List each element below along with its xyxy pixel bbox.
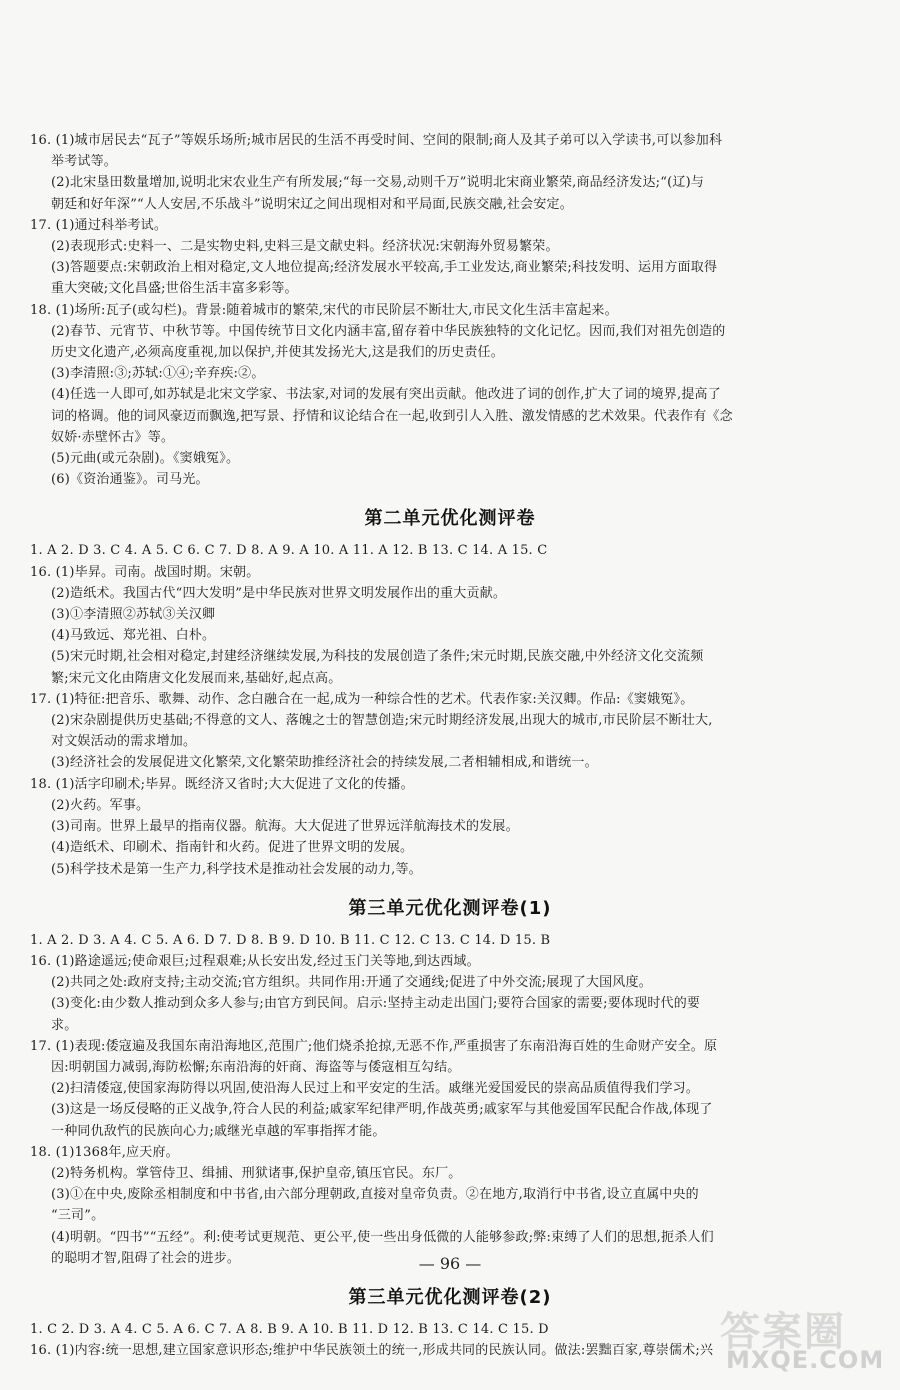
answer-line: (3)①李清照②苏轼③关汉卿 <box>51 607 216 623</box>
answer-line: 18. (1)1368年,应天府。 <box>30 1144 179 1160</box>
answer-line: “三司”。 <box>51 1208 105 1224</box>
answer-line: 17. (1)通过科举考试。 <box>30 217 168 233</box>
answer-line: 17. (1)特征:把音乐、歌舞、动作、念白融合在一起,成为一种综合性的艺术。代表作家:关汉卿。作品:《窦娥冤》。 <box>30 691 694 707</box>
answer-line: (3)变化:由少数人推动到众多人参与;由官方到民间。启示:坚持主动走出国门;要符合国家的需要;要体现时代的要 <box>51 996 701 1012</box>
answer-line: (3)①在中央,废除丞相制度和中书省,由六部分理朝政,直接对皇帝负责。②在地方,取消行中书省,设立直属中央的 <box>51 1187 699 1203</box>
answer-line: 16. (1)毕昇。司南。战国时期。宋朝。 <box>30 564 260 580</box>
section-title-unit3-2: 第三单元优化测评卷(2) <box>348 1286 552 1308</box>
answer-line: (2)春节、元宵节、中秋节等。中国传统节日文化内涵丰富,留存着中华民族独特的文化记忆。因而,我们对祖先创造的 <box>51 323 726 339</box>
answer-line: (3)这是一场反侵略的正义战争,符合人民的利益;戚家军纪律严明,作战英勇;戚家军与其他爱国军民配合作战,体现了 <box>51 1102 713 1118</box>
answer-line: 重大突破;文化昌盛;世俗生活丰富多彩等。 <box>51 281 298 297</box>
answer-line: 16. (1)城市居民去“瓦子”等娱乐场所;城市居民的生活不再受时间、空间的限制;商人及其子弟可以入学读书,可以参加科 <box>30 133 723 148</box>
answer-line: (3)经济社会的发展促进文化繁荣,文化繁荣助推经济社会的持续发展,二者相辅相成,和谐统一。 <box>51 755 598 771</box>
answer-line: (4)任选一人即可,如苏轼是北宋文学家、书法家,对词的发展有突出贡献。他改进了词的创作,扩大了词的境界,提高了 <box>51 387 721 403</box>
answer-line: (3)司南。世界上最早的指南仪器。航海。大大促进了世界远洋航海技术的发展。 <box>51 819 519 835</box>
answer-line: 一种同仇敌忾的民族向心力;戚继光卓越的军事指挥才能。 <box>51 1123 386 1139</box>
answer-line: 18. (1)场所:瓦子(或勾栏)。背景:随着城市的繁荣,宋代的市民阶层不断壮大,市民文化生活丰富起来。 <box>30 302 618 318</box>
page-number: — 96 — <box>418 1254 482 1273</box>
answer-line: 1. A 2. D 3. C 4. A 5. C 6. C 7. D 8. A 9. A 10. A 11. A 12. B 13. C 14. A 15. C <box>30 543 548 559</box>
answer-line: 对文娱活动的需求增加。 <box>51 734 197 750</box>
unit2-section <box>30 540 870 879</box>
answer-line: (2)北宋垦田数量增加,说明北宋农业生产有所发展;“每一交易,动则千万”说明北宋商业繁荣,商品经济发达;“(辽)与 <box>51 175 705 191</box>
answer-line: 举考试等。 <box>51 154 118 170</box>
watermark-text: 答案圈 <box>720 1309 846 1355</box>
section-title-unit2: 第二单元优化测评卷 <box>364 508 536 530</box>
answer-line: (5)宋元时期,社会相对稳定,封建经济继续发展,为科技的发展创造了条件;宋元时期,民族交融,中外经济文化交流频 <box>51 649 704 665</box>
answer-line: 16. (1)内容:统一思想,建立国家意识形态;维护中华民族领土的统一,形成共同的民族认同。做法:罢黜百家,尊崇儒术;兴 <box>30 1343 714 1359</box>
answer-line: (2)表现形式:史料一、二是实物史料,史料三是文献史料。经济状况:宋朝海外贸易繁荣。 <box>51 239 559 255</box>
answer-line: 因:明朝国力减弱,海防松懈;东南沿海的奸商、海盗等与倭寇相互勾结。 <box>51 1059 461 1075</box>
answer-line: 词的格调。他的词风豪迈而飘逸,把写景、抒情和议论结合在一起,收到引人入胜、激发情感的艺术效果。代表作有《念 <box>51 408 733 424</box>
answer-line: (2)造纸术。我国古代“四大发明”是中华民族对世界文明发展作出的重大贡献。 <box>51 585 507 601</box>
answer-line: (2)火药。军事。 <box>51 797 150 813</box>
answer-line: (5)元曲(或元杂剧)。《窦娥冤》。 <box>51 451 240 467</box>
answer-line: 1. A 2. D 3. A 4. C 5. A 6. D 7. D 8. B 9. D 10. B 11. C 12. C 13. C 14. D 15. B <box>30 932 551 948</box>
answer-line: 18. (1)活字印刷术;毕昇。既经济又省时;大大促进了文化的传播。 <box>30 776 414 792</box>
answer-line: 繁;宋元文化由隋唐文化发展而来,基础好,起点高。 <box>51 670 342 686</box>
answer-line: (3)李清照:③;苏轼:①④;辛弃疾:②。 <box>51 366 265 382</box>
unit3-1-section <box>30 930 870 1269</box>
answer-line: 16. (1)路途遥远;使命艰巨;过程艰难;从长安出发,经过玉门关等地,到达西域。 <box>30 953 480 969</box>
answer-line: (4)马致远、郑光祖、白朴。 <box>51 628 216 644</box>
answer-line: 奴娇·赤壁怀古》等。 <box>51 429 175 445</box>
answer-line: (2)扫清倭寇,使国家海防得以巩固,使沿海人民过上和平安定的生活。戚继光爱国爱民的崇高品质值得我们学习。 <box>51 1081 700 1097</box>
answer-line: (2)宋杂剧提供历史基础;不得意的文人、落魄之士的智慧创造;宋元时期经济发展,出现大的城市,市民阶层不断壮大, <box>51 713 713 729</box>
section-title-unit3-1: 第三单元优化测评卷(1) <box>348 897 552 919</box>
answer-line: 1. C 2. D 3. A 4. C 5. A 6. C 7. A 8. B 9. A 10. B 11. D 12. B 13. C 14. C 15. D <box>30 1321 549 1337</box>
answer-line: (2)特务机构。掌管侍卫、缉捕、刑狱诸事,保护皇帝,镇压官民。东厂。 <box>51 1165 462 1181</box>
answer-line: (5)科学技术是第一生产力,科学技术是推动社会发展的动力,等。 <box>51 861 422 877</box>
answer-line: 的聪明才智,阻碍了社会的进步。 <box>51 1250 241 1266</box>
answer-content <box>30 130 870 1361</box>
answer-line: 求。 <box>51 1017 78 1033</box>
answer-line: 历史文化遗产,必须高度重视,加以保护,并使其发扬光大,这是我们的历史责任。 <box>51 345 504 361</box>
answer-line: (6)《资治通鉴》。司马光。 <box>51 472 209 488</box>
answer-line: 17. (1)表现:倭寇遍及我国东南沿海地区,范围广;他们烧杀抢掠,无恶不作,严重损害了东南沿海百姓的生命财产安全。原 <box>30 1038 718 1054</box>
watermark-logo <box>720 1300 890 1380</box>
unit1-tail-section <box>30 130 870 490</box>
answer-line: (4)明朝。“四书”“五经”。利:使考试更规范、更公平,使一些出身低微的人能够参政;弊:束缚了人们的思想,扼杀人们 <box>51 1229 714 1245</box>
answer-line: (2)共同之处:政府支持;主动交流;官方组织。共同作用:开通了交通线;促进了中外交流;展现了大国风度。 <box>51 975 652 991</box>
answer-line: (4)造纸术、印刷术、指南针和火药。促进了世界文明的发展。 <box>51 840 414 856</box>
answer-line: 朝廷和好年深”“人人安居,不乐战斗”说明宋辽之间出现相对和平局面,民族交融,社会安定。 <box>51 196 573 212</box>
answer-line: (3)答题要点:宋朝政治上相对稳定,文人地位提高;经济发展水平较高,手工业发达,商业繁荣;科技发明、运用方面取得 <box>51 260 718 276</box>
watermark-url: MXQE.COM <box>726 1346 885 1374</box>
